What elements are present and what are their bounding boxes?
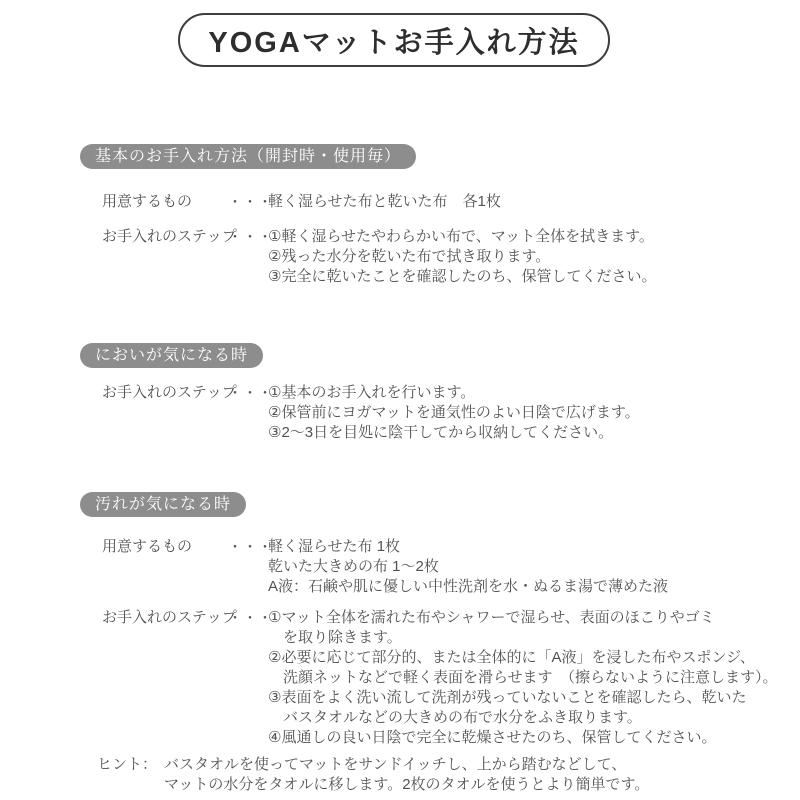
page-title: YOGAマットお手入れ方法	[208, 26, 580, 59]
step-item: ④風通しの良い日陰で完全に乾燥させたのち、保管してください。	[268, 729, 717, 746]
hint-line: バスタオルを使ってマットをサンドイッチし、上から踏むなどして、	[164, 756, 627, 773]
dots-separator: ・・・	[228, 229, 273, 245]
step-item: ③表面をよく洗い流して洗剤が残っていないことを確認したら、乾いた	[268, 689, 747, 706]
steps-row	[80, 227, 780, 287]
section-odor-care-badge-wrap	[80, 343, 780, 369]
step-item: ①軽く湿らせたやわらかい布で、マット全体を拭きます。	[268, 228, 654, 245]
step-item-continuation: を取り除きます。	[283, 629, 402, 646]
materials-item: 乾いた大きめの布 1〜2枚	[268, 558, 439, 575]
hint-block	[97, 755, 649, 795]
steps-content	[268, 608, 780, 748]
step-item-continuation: 洗顔ネットなどで軽く表面を滑らせます （擦らないように注意します）。	[283, 669, 778, 686]
dots-separator: ・・・	[228, 610, 273, 626]
section-basic-care-badge-wrap	[80, 144, 780, 170]
dots-separator: ・・・	[228, 539, 273, 555]
step-item: ②必要に応じて部分的、または全体的に「A液」を浸した布やスポンジ、	[268, 649, 755, 666]
steps-label: お手入れのステップ	[102, 609, 237, 626]
step-item: ③完全に乾いたことを確認したのち、保管してください。	[268, 268, 657, 285]
step-item: ①基本のお手入れを行います。	[268, 384, 476, 401]
step-item: ③2〜3日を目処に陰干してから収納してください。	[268, 424, 614, 441]
section-basic-care	[80, 144, 780, 287]
materials-row	[80, 192, 780, 212]
dots-separator: ・・・	[228, 194, 273, 210]
materials-content	[268, 192, 780, 212]
steps-label: お手入れのステップ	[102, 384, 237, 401]
section-odor-care-heading-badge: においが気になる時	[80, 343, 263, 368]
materials-item: 軽く湿らせた布と乾いた布 各1枚	[268, 193, 501, 210]
page-title-pill	[178, 13, 610, 67]
steps-content	[268, 383, 780, 443]
steps-row	[80, 608, 780, 748]
hint-label: ヒント：	[97, 756, 158, 773]
hint-line: マットの水分をタオルに移します。2枚のタオルを使うとより簡単です。	[164, 776, 650, 793]
step-item: ②保管前にヨガマットを通気性のよい日陰で広げます。	[268, 404, 640, 421]
materials-item: A液：石鹸や肌に優しい中性洗剤を水・ぬるま湯で薄めた液	[268, 578, 669, 595]
materials-item: 軽く湿らせた布 1枚	[268, 538, 401, 555]
materials-row	[80, 537, 780, 597]
materials-content	[268, 537, 780, 597]
section-odor-care	[80, 343, 780, 443]
step-item-continuation: バスタオルなどの大きめの布で水分をふき取ります。	[283, 709, 642, 726]
hint-content	[164, 755, 649, 795]
section-stain-care-badge-wrap	[80, 492, 780, 518]
materials-label: 用意するもの	[102, 193, 193, 210]
materials-label: 用意するもの	[102, 538, 193, 555]
steps-row	[80, 383, 780, 443]
steps-content	[268, 227, 780, 287]
step-item: ①マット全体を濡れた布やシャワーで湿らせ、表面のほこりやゴミ	[268, 609, 715, 626]
section-stain-care	[80, 492, 780, 748]
section-basic-care-heading-badge: 基本のお手入れ方法（開封時・使用毎）	[80, 144, 416, 169]
section-stain-care-heading-badge: 汚れが気になる時	[80, 492, 246, 517]
steps-label: お手入れのステップ	[102, 228, 237, 245]
dots-separator: ・・・	[228, 385, 273, 401]
step-item: ②残った水分を乾いた布で拭き取ります。	[268, 248, 551, 265]
